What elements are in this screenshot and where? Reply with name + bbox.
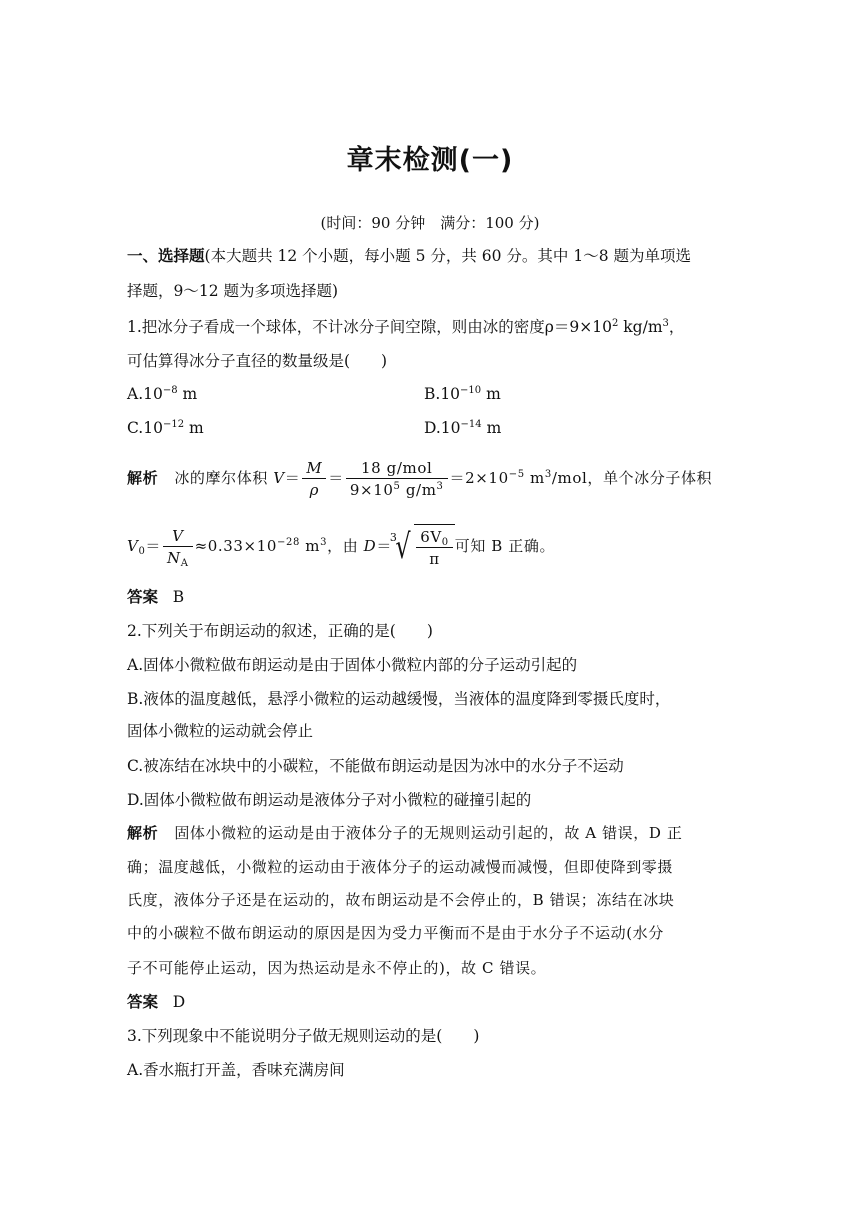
q2-option-b-line2: 固体小微粒的运动就会停止 — [127, 722, 314, 740]
section-desc: (本大题共 12 个小题，每小题 5 分，共 60 分。其中 1～8 题为单项选 — [204, 247, 692, 265]
approx-unit: m — [299, 537, 321, 555]
exp-result-exp: −5 — [508, 469, 525, 480]
option-label: D.10 — [424, 419, 461, 437]
q1-answer — [127, 586, 184, 608]
frac-num — [416, 527, 453, 548]
var-v0-sub: 0 — [138, 546, 146, 557]
option-label: C.10 — [127, 419, 163, 437]
fraction-molar — [346, 458, 448, 501]
q2-option-c: C.被冻结在冰块中的小碳粒，不能做布朗运动是因为冰中的水分子不运动 — [127, 757, 624, 775]
exam-info: (时间：90 分钟 满分：100 分) — [320, 214, 540, 232]
exp-tail: /mol，单个冰分子体积 — [551, 469, 713, 487]
var-d: D — [363, 537, 377, 555]
den-n: N — [167, 548, 181, 567]
option-unit: m — [481, 419, 502, 437]
eq: ＝ — [284, 469, 301, 487]
option-label: B.10 — [424, 385, 461, 403]
q2-option-b-line1: B.液体的温度越低，悬浮小微粒的运动越缓慢，当液体的温度降到零摄氏度时， — [127, 690, 671, 708]
var-v: V — [273, 469, 285, 487]
exp-text: 冰的摩尔体积 — [174, 469, 274, 487]
option-exp: −10 — [460, 385, 482, 396]
q1-option-b — [424, 383, 501, 405]
explanation-label: 解析 — [127, 824, 159, 842]
eq: ＝ — [376, 537, 392, 555]
q2-option-a: A.固体小微粒做布朗运动是由于固体小微粒内部的分子运动引起的 — [127, 656, 578, 674]
option-label: A.10 — [127, 385, 163, 403]
q1-stem-line1 — [127, 316, 684, 338]
page-title: 章末检测(一) — [346, 145, 514, 176]
q1-stem-text: 1.把冰分子看成一个球体，不计冰分子间空隙，则由冰的密度ρ＝9×10 — [127, 318, 612, 336]
exp-conclusion: 可知 B 正确。 — [454, 537, 556, 555]
q2-option-d: D.固体小微粒做布朗运动是液体分子对小微粒的碰撞引起的 — [127, 791, 532, 809]
q1-option-d — [424, 417, 501, 439]
q1-unit-exp: 3 — [662, 318, 669, 329]
exp-result: ＝2×10 — [449, 469, 509, 487]
root-num-sub: 0 — [441, 537, 449, 549]
den-b: g/m — [400, 480, 437, 499]
frac-den — [163, 547, 193, 569]
den-sub: A — [180, 557, 189, 569]
q1-explanation-line1 — [127, 455, 712, 501]
eq: ＝ — [328, 469, 344, 487]
q3-stem: 3.下列现象中不能说明分子做无规则运动的是( ) — [127, 1027, 480, 1045]
frac-den: ρ — [309, 480, 320, 499]
explanation-label: 解析 — [127, 469, 159, 487]
q1-end: ， — [668, 318, 685, 336]
den-a: 9×10 — [349, 480, 394, 499]
root-sign-icon: √ — [395, 527, 411, 568]
mid-text: ，由 — [327, 537, 364, 555]
frac-num: V — [163, 526, 193, 547]
option-unit: m — [184, 419, 204, 437]
q1-exp: 2 — [611, 318, 619, 329]
frac-num: M — [302, 458, 326, 479]
q2-stem: 2.下列关于布朗运动的叙述，正确的是( ) — [127, 622, 433, 640]
root-body — [414, 524, 455, 571]
answer-label: 答案 — [127, 588, 159, 606]
exp-result-unit-exp: 3 — [544, 469, 552, 480]
option-unit: m — [177, 385, 198, 403]
den-exp2: 3 — [436, 480, 444, 492]
q1-option-a — [127, 383, 197, 405]
approx-exp: −28 — [277, 537, 300, 548]
section-heading — [127, 245, 691, 267]
q2-explanation-line3: 氏度，液体分子还是在运动的，故布朗运动是不会停止的，B 错误；冻结在冰块 — [127, 891, 675, 909]
frac-den — [346, 479, 448, 501]
option-exp: −14 — [460, 419, 482, 430]
fraction-6v0-pi — [416, 527, 453, 570]
option-exp: −12 — [162, 419, 185, 430]
q2-explanation-line2: 确；温度越低，小微粒的运动由于液体分子的运动减慢而减慢，但即使降到零摄 — [127, 858, 674, 876]
root-num: 6V — [420, 528, 442, 547]
section-desc-line2: 择题，9～12 题为多项选择题) — [127, 282, 339, 300]
q2-explanation-line5: 子不可能停止运动，因为热运动是永不停止的)，故 C 错误。 — [127, 959, 547, 977]
q1-option-c — [127, 417, 204, 439]
answer-value: B — [172, 588, 185, 606]
q2-explanation-line4: 中的小碳粒不做布朗运动的原因是因为受力平衡而不是由于水分子不运动(水分 — [127, 924, 664, 942]
frac-den: π — [429, 550, 440, 569]
exp-result-unit: m — [524, 469, 545, 487]
var-v0: V — [127, 537, 139, 555]
fraction-v-na — [163, 526, 193, 569]
den-exp: 5 — [393, 480, 401, 492]
q1-stem-line2: 可估算得冰分子直径的数量级是( ) — [127, 352, 388, 370]
frac-num: 18 g/mol — [346, 458, 448, 479]
answer-value: D — [172, 993, 186, 1011]
q3-option-a: A.香水瓶打开盖，香味充满房间 — [127, 1061, 345, 1079]
fraction-m-rho — [302, 458, 326, 501]
q2-explanation-line1 — [127, 822, 682, 844]
root-index: 3 — [389, 531, 398, 545]
eq: ＝ — [145, 537, 162, 555]
section-head: 一、选择题 — [127, 247, 205, 265]
exp-text: 固体小微粒的运动是由于液体分子的无规则运动引起的，故 A 错误，D 正 — [174, 824, 683, 842]
option-exp: −8 — [162, 385, 178, 396]
q2-answer — [127, 991, 185, 1013]
answer-label: 答案 — [127, 993, 159, 1011]
approx: ≈0.33×10 — [194, 537, 278, 555]
cube-root — [389, 523, 455, 571]
approx-unit-exp: 3 — [320, 537, 328, 548]
q1-explanation-line2 — [127, 523, 555, 571]
option-unit: m — [481, 385, 501, 403]
q1-unit: kg/m — [618, 318, 663, 336]
